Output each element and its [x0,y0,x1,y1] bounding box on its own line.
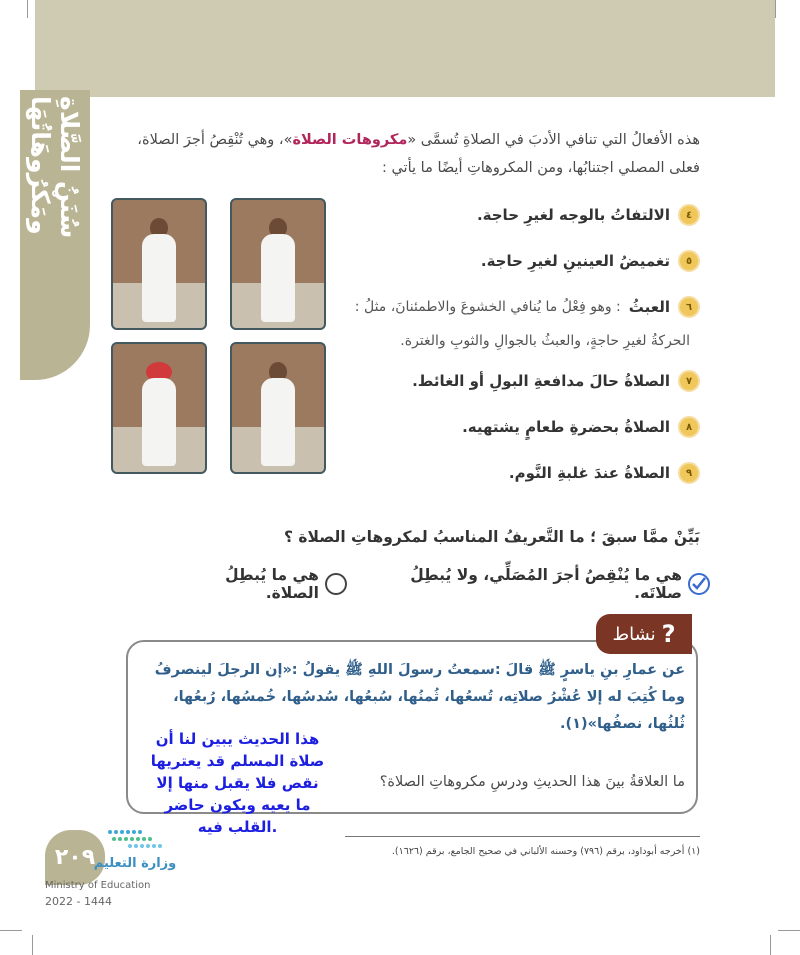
ministry-logo-icon [100,828,180,850]
list-item: ٩ الصلاةُ عندَ غلبةِ النَّوم. [330,458,700,488]
footnote-divider [345,836,700,837]
crop-mark [775,0,776,18]
ministry-name-en: Ministry of Education [45,880,151,891]
checkmark-icon[interactable] [688,573,710,595]
number-badge: ٥ [678,250,700,272]
number-badge: ٦ [678,296,700,318]
intro-line-2: فعلى المصلي اجتنابُها، ومن المكروهاتِ أيضًا ما يأتي : [381,160,700,176]
question-mark-icon: ? [661,620,676,648]
photo-eyes-closed [230,198,326,330]
activity-tab: نشاط ? [596,614,692,654]
photo-fidgeting-phone [230,342,326,474]
intro-line-1: هذه الأفعالُ التي تنافي الأدبَ في الصلاةِ تُسمَّى «مكروهات الصلاة»، وهي تُنْقِصُ أجرَ الصلاة، [137,132,700,148]
crop-mark [27,0,28,18]
footnote: (١) أخرجه أبوداود، برقم (٧٩٦) وحسنه الألباني في صحيح الجامع، برقم (١٦٢٦). [391,846,700,857]
number-badge: ٨ [678,416,700,438]
crop-mark [778,930,800,931]
makruhat-list [330,200,700,488]
question-text: بَيِّنْ ممَّا سبقَ ؛ ما التَّعريفُ المناسبُ لمكروهاتِ الصلاة ؟ [283,528,700,546]
photo-fidgeting-ghutra [111,342,207,474]
crop-mark [32,935,33,955]
activity-question: ما العلاقةُ بينَ هذا الحديثِ ودرسِ مكروهاتِ الصلاة؟ [379,774,685,790]
list-item: ٤ الالتفاتُ بالوجه لغيرِ حاجة. [330,200,700,230]
hadith-text: عن عمارِ بنِ ياسرٍ ﷺ قالَ :سمعتُ رسولَ اللهِ ﷺ يقولُ :«إن الرجلَ لينصرفُ وما كُتِبَ له إلا عُشْرُ صلاتِه، تُسعُها، ثُمنُها، سُبعُها، سُدسُها، خُمسُها، رُبعُها، ثُلثُها، نصفُها»(١). [154,662,685,732]
radio-icon[interactable] [325,573,347,595]
number-badge: ٩ [678,462,700,484]
ministry-name-ar: وزارة التعليم [93,856,177,871]
option-b[interactable]: هي ما يُبطِلُ الصلاة. [170,566,347,602]
option-a[interactable]: هي ما يُنْقِصُ أجرَ المُصَلِّي، ولا يُبطِلُ صلاتَه. [365,566,711,602]
number-badge: ٤ [678,204,700,226]
crop-mark [0,930,22,931]
page-number: ٢٠٩ [45,830,105,885]
abath-examples: الحركةُ لغيرِ حاجةٍ، والعبثُ بالجوالِ والثوبِ والغترة. [400,333,690,349]
photo-looking-away [111,198,207,330]
highlight-term: مكروهات الصلاة [292,132,408,148]
chapter-title: سُنَنُ الصَّلاةِ ومَكْرُوهَاتُهَا [26,96,84,239]
list-item: ٥ تغميضُ العينينِ لغيرِ حاجة. [330,246,700,276]
student-answer[interactable]: هذا الحديث يبين لنا أن صلاة المسلم قد يعتريها نقص فلا يقبل منها إلا ما يعيه ويكون حاضر القلب فيه. [150,730,325,836]
number-badge: ٧ [678,370,700,392]
crop-mark [770,935,771,955]
edition-year: 2022 - 1444 [45,895,112,908]
intro-paragraph [100,126,700,182]
header-band [35,0,775,97]
list-item: ٨ الصلاةُ بحضرةِ طعامٍ يشتهيه. [330,412,700,442]
list-item: ٦ العبثُ : وهو فِعْلُ ما يُنافي الخشوعَ والاطمئنانَ، مثلُ : [330,292,700,322]
answer-options [170,566,710,602]
list-item: ٧ الصلاةُ حالَ مدافعةِ البولِ أو الغائط. [330,366,700,396]
